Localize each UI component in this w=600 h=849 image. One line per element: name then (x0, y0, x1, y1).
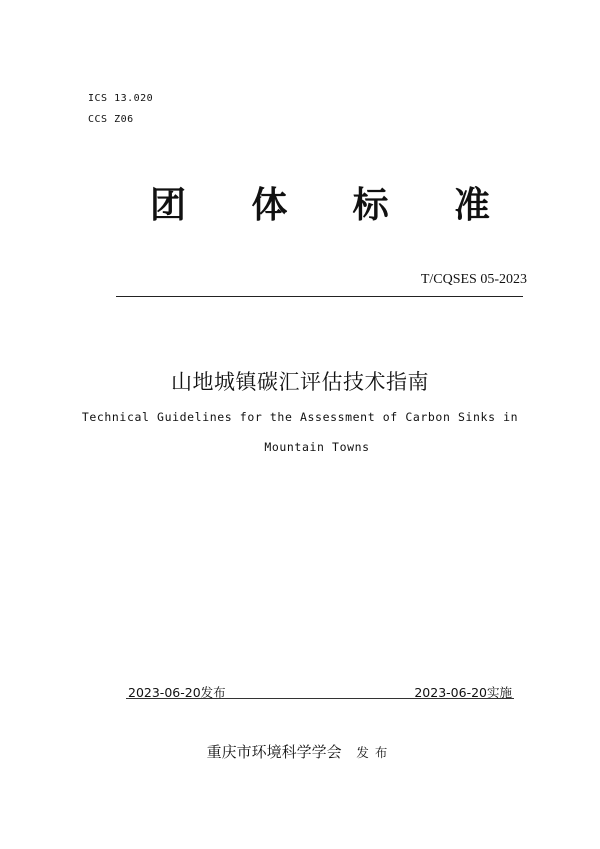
standard-type-title (150, 185, 490, 226)
ccs-code: CCS Z06 (88, 114, 134, 125)
standard-type-char: 标 (352, 185, 389, 226)
header-divider (116, 296, 523, 297)
standard-type-char: 准 (453, 185, 490, 226)
date-divider (126, 698, 514, 699)
standard-type-char: 体 (251, 185, 288, 226)
document-title-chinese: 山地城镇碳汇评估技术指南 (171, 370, 429, 394)
standard-type-char: 团 (150, 185, 187, 226)
publisher-action: 发布 (356, 745, 394, 760)
ics-code: ICS 13.020 (88, 93, 154, 104)
issue-date: 2023-06-20发布 (128, 685, 226, 700)
standard-number: T/CQSES 05-2023 (420, 272, 527, 287)
implementation-date: 2023-06-20实施 (414, 685, 512, 700)
document-title-english-line1: Technical Guidelines for the Assessment of Carbon Sinks in (81, 410, 519, 424)
publisher (0, 741, 600, 762)
document-title-english-line2: Mountain Towns (264, 440, 370, 454)
publisher-organization: 重庆市环境科学学会 (206, 743, 342, 761)
